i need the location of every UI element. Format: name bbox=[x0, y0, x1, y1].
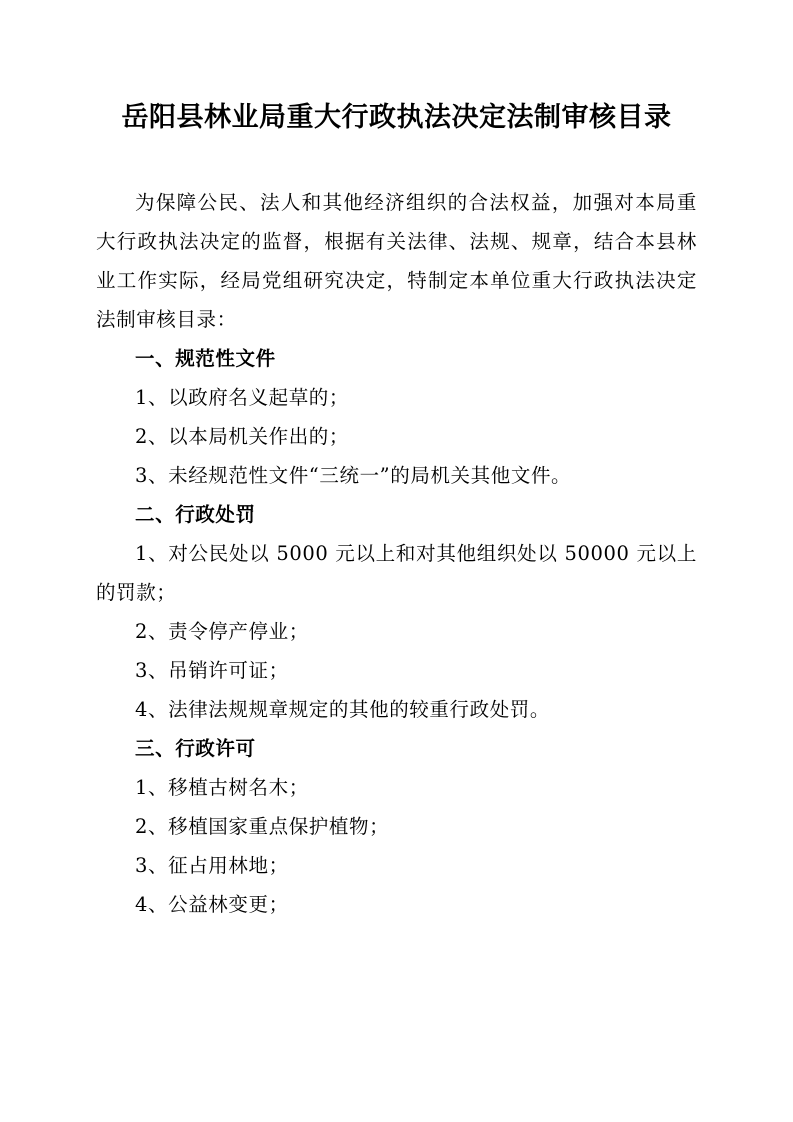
list-item: 3、未经规范性文件“三统一”的局机关其他文件。 bbox=[135, 464, 572, 488]
list-item: 1、以政府名义起草的； bbox=[135, 386, 350, 410]
list-item: 2、以本局机关作出的； bbox=[135, 425, 350, 449]
section-administrative-penalty bbox=[96, 495, 697, 729]
section-heading: 一、规范性文件 bbox=[135, 347, 276, 371]
list-item: 3、吊销许可证； bbox=[135, 659, 289, 683]
list-item: 1、移植古树名木； bbox=[135, 776, 309, 800]
list-item: 3、征占用林地； bbox=[135, 854, 289, 878]
list-item: 4、法律法规规章规定的其他的较重行政处罚。 bbox=[135, 698, 551, 722]
section-regulatory-documents bbox=[96, 339, 697, 495]
section-administrative-license bbox=[96, 729, 697, 924]
list-item: 2、移植国家重点保护植物； bbox=[135, 815, 390, 839]
section-heading: 二、行政处罚 bbox=[135, 503, 256, 527]
intro-paragraph: 为保障公民、法人和其他经济组织的合法权益，加强对本局重大行政执法决定的监督，根据有关法律、法规、规章，结合本县林业工作实际，经局党组研究决定，特制定本单位重大行政执法决定法制审核目录： bbox=[96, 191, 697, 332]
list-item: 1、对公民处以 5000 元以上和对其他组织处以 50000 元以上的罚款； bbox=[96, 542, 697, 605]
page-title: 岳阳县林业局重大行政执法决定法制审核目录 bbox=[121, 102, 672, 133]
section-heading: 三、行政许可 bbox=[135, 737, 256, 761]
list-item: 2、责令停产停业； bbox=[135, 620, 309, 644]
list-item: 4、公益林变更； bbox=[135, 893, 289, 917]
